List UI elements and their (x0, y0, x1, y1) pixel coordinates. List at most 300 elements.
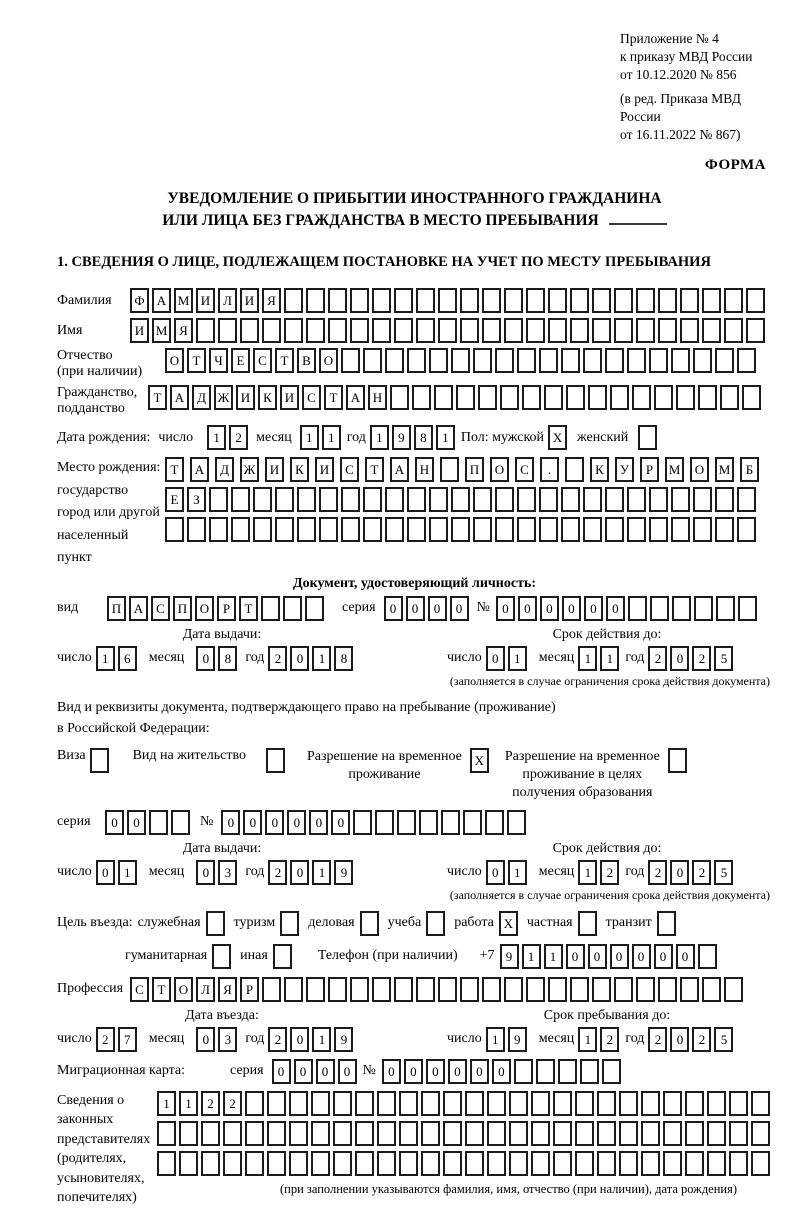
form-cell[interactable] (614, 977, 633, 1002)
form-cell[interactable] (504, 288, 523, 313)
form-cell[interactable] (306, 977, 325, 1002)
form-cell[interactable] (438, 318, 457, 343)
form-cell[interactable] (561, 517, 580, 542)
form-cell[interactable] (707, 1151, 726, 1176)
form-cell[interactable]: 1 (312, 860, 331, 885)
form-cell[interactable] (350, 977, 369, 1002)
form-cell[interactable] (434, 385, 453, 410)
form-cell[interactable] (460, 318, 479, 343)
form-cell[interactable] (253, 517, 272, 542)
form-cell[interactable]: З (187, 487, 206, 512)
form-cell[interactable] (487, 1121, 506, 1146)
form-cell[interactable]: М (152, 318, 171, 343)
form-cell[interactable]: 2 (268, 860, 287, 885)
form-cell[interactable]: Т (275, 348, 294, 373)
form-cell[interactable] (284, 977, 303, 1002)
form-cell[interactable] (375, 810, 394, 835)
form-cell[interactable]: 0 (406, 596, 425, 621)
form-cell[interactable]: 1 (312, 646, 331, 671)
form-cell[interactable] (412, 385, 431, 410)
form-cell[interactable] (693, 487, 712, 512)
form-cell[interactable] (583, 348, 602, 373)
form-cell[interactable]: 0 (492, 1059, 511, 1084)
form-cell[interactable] (583, 487, 602, 512)
form-cell[interactable]: Ф (130, 288, 149, 313)
form-cell[interactable]: М (665, 457, 684, 482)
form-cell[interactable] (509, 1151, 528, 1176)
form-cell[interactable]: И (196, 288, 215, 313)
form-cell[interactable] (245, 1151, 264, 1176)
form-cell[interactable] (267, 1151, 286, 1176)
form-cell[interactable] (201, 1121, 220, 1146)
form-cell[interactable] (605, 348, 624, 373)
form-cell[interactable]: С (130, 977, 149, 1002)
form-cell[interactable]: И (315, 457, 334, 482)
form-cell[interactable]: Б (740, 457, 759, 482)
form-cell[interactable] (738, 596, 757, 621)
form-cell[interactable] (517, 487, 536, 512)
form-cell[interactable]: 0 (287, 810, 306, 835)
form-cell[interactable] (539, 487, 558, 512)
form-cell[interactable]: 0 (632, 944, 651, 969)
form-cell[interactable] (253, 487, 272, 512)
form-cell[interactable] (729, 1151, 748, 1176)
form-cell[interactable]: 1 (370, 425, 389, 450)
form-cell[interactable]: 0 (654, 944, 673, 969)
form-cell[interactable]: 9 (500, 944, 519, 969)
form-cell[interactable]: У (615, 457, 634, 482)
form-cell[interactable]: А (346, 385, 365, 410)
form-cell[interactable] (602, 1059, 621, 1084)
form-cell[interactable]: Д (215, 457, 234, 482)
form-cell[interactable]: 1 (300, 425, 319, 450)
form-cell[interactable] (610, 385, 629, 410)
form-cell[interactable] (328, 318, 347, 343)
form-cell[interactable] (553, 1091, 572, 1116)
form-cell[interactable] (416, 318, 435, 343)
form-cell[interactable]: 1 (578, 1027, 597, 1052)
form-cell[interactable]: 0 (670, 860, 689, 885)
form-cell[interactable] (473, 348, 492, 373)
form-cell[interactable]: 0 (676, 944, 695, 969)
form-cell[interactable] (319, 487, 338, 512)
form-cell[interactable] (306, 318, 325, 343)
form-cell[interactable]: 1 (578, 646, 597, 671)
form-cell[interactable] (394, 977, 413, 1002)
form-cell[interactable]: А (152, 288, 171, 313)
form-cell[interactable] (341, 487, 360, 512)
form-cell[interactable] (746, 288, 765, 313)
form-cell[interactable]: 2 (96, 1027, 115, 1052)
form-cell[interactable]: 0 (588, 944, 607, 969)
form-cell[interactable]: 0 (265, 810, 284, 835)
form-cell[interactable] (627, 487, 646, 512)
form-cell[interactable]: 0 (470, 1059, 489, 1084)
form-cell[interactable] (240, 318, 259, 343)
form-cell[interactable] (638, 425, 657, 450)
form-cell[interactable] (363, 487, 382, 512)
form-cell[interactable]: А (129, 596, 148, 621)
form-cell[interactable] (407, 487, 426, 512)
form-cell[interactable]: А (190, 457, 209, 482)
form-cell[interactable] (641, 1151, 660, 1176)
form-cell[interactable] (619, 1091, 638, 1116)
form-cell[interactable]: С (302, 385, 321, 410)
form-cell[interactable]: 0 (243, 810, 262, 835)
form-cell[interactable] (632, 385, 651, 410)
form-cell[interactable] (657, 911, 676, 936)
form-cell[interactable] (441, 810, 460, 835)
form-cell[interactable]: 0 (540, 596, 559, 621)
form-cell[interactable]: 1 (157, 1091, 176, 1116)
form-cell[interactable] (407, 348, 426, 373)
form-cell[interactable] (507, 810, 526, 835)
form-cell[interactable]: 1 (508, 860, 527, 885)
form-cell[interactable] (440, 457, 459, 482)
form-cell[interactable] (218, 318, 237, 343)
form-cell[interactable]: К (290, 457, 309, 482)
form-cell[interactable] (592, 318, 611, 343)
form-cell[interactable]: Я (262, 288, 281, 313)
form-cell[interactable] (482, 977, 501, 1002)
form-cell[interactable] (473, 487, 492, 512)
form-cell[interactable] (355, 1121, 374, 1146)
form-cell[interactable] (157, 1151, 176, 1176)
form-cell[interactable] (575, 1121, 594, 1146)
form-cell[interactable] (702, 977, 721, 1002)
form-cell[interactable] (504, 977, 523, 1002)
form-cell[interactable] (377, 1091, 396, 1116)
form-cell[interactable]: 2 (223, 1091, 242, 1116)
form-cell[interactable] (509, 1091, 528, 1116)
form-cell[interactable]: 0 (338, 1059, 357, 1084)
form-cell[interactable] (341, 517, 360, 542)
form-cell[interactable] (394, 318, 413, 343)
form-cell[interactable] (619, 1121, 638, 1146)
form-cell[interactable] (658, 288, 677, 313)
form-cell[interactable]: Е (165, 487, 184, 512)
form-cell[interactable]: 9 (508, 1027, 527, 1052)
form-cell[interactable]: Д (192, 385, 211, 410)
form-cell[interactable] (416, 288, 435, 313)
form-cell[interactable]: 2 (268, 646, 287, 671)
form-cell[interactable] (495, 487, 514, 512)
form-cell[interactable] (465, 1121, 484, 1146)
form-cell[interactable]: И (236, 385, 255, 410)
form-cell[interactable] (746, 318, 765, 343)
form-cell[interactable] (514, 1059, 533, 1084)
form-cell[interactable] (720, 385, 739, 410)
form-cell[interactable]: 0 (382, 1059, 401, 1084)
form-cell[interactable] (676, 385, 695, 410)
form-cell[interactable]: А (170, 385, 189, 410)
form-cell[interactable]: 0 (486, 860, 505, 885)
form-cell[interactable] (350, 288, 369, 313)
form-cell[interactable]: 0 (105, 810, 124, 835)
form-cell[interactable] (363, 517, 382, 542)
form-cell[interactable] (319, 517, 338, 542)
form-cell[interactable]: 1 (96, 646, 115, 671)
form-cell[interactable] (372, 318, 391, 343)
form-cell[interactable]: Н (415, 457, 434, 482)
form-cell[interactable] (605, 487, 624, 512)
form-cell[interactable]: X (548, 425, 567, 450)
form-cell[interactable]: 0 (584, 596, 603, 621)
form-cell[interactable] (668, 748, 687, 773)
form-cell[interactable]: 5 (714, 646, 733, 671)
form-cell[interactable]: И (130, 318, 149, 343)
form-cell[interactable] (628, 596, 647, 621)
form-cell[interactable] (245, 1121, 264, 1146)
form-cell[interactable] (592, 288, 611, 313)
form-cell[interactable] (353, 810, 372, 835)
form-cell[interactable] (737, 487, 756, 512)
form-cell[interactable]: Л (218, 288, 237, 313)
form-cell[interactable] (707, 1091, 726, 1116)
form-cell[interactable]: Н (368, 385, 387, 410)
form-cell[interactable]: 0 (496, 596, 515, 621)
form-cell[interactable] (495, 517, 514, 542)
form-cell[interactable] (649, 487, 668, 512)
form-cell[interactable]: К (590, 457, 609, 482)
form-cell[interactable] (531, 1121, 550, 1146)
form-cell[interactable] (663, 1151, 682, 1176)
form-cell[interactable] (597, 1151, 616, 1176)
form-cell[interactable]: 2 (648, 646, 667, 671)
form-cell[interactable]: О (319, 348, 338, 373)
form-cell[interactable]: 0 (196, 860, 215, 885)
form-cell[interactable]: 1 (508, 646, 527, 671)
form-cell[interactable]: 0 (290, 1027, 309, 1052)
form-cell[interactable]: 0 (450, 596, 469, 621)
form-cell[interactable]: 8 (334, 646, 353, 671)
form-cell[interactable] (702, 288, 721, 313)
form-cell[interactable]: С (340, 457, 359, 482)
form-cell[interactable]: О (195, 596, 214, 621)
form-cell[interactable] (685, 1091, 704, 1116)
form-cell[interactable] (548, 288, 567, 313)
form-cell[interactable]: . (540, 457, 559, 482)
form-cell[interactable]: С (151, 596, 170, 621)
form-cell[interactable]: 0 (127, 810, 146, 835)
form-cell[interactable]: 0 (331, 810, 350, 835)
form-cell[interactable]: 0 (272, 1059, 291, 1084)
form-cell[interactable]: П (173, 596, 192, 621)
form-cell[interactable]: О (174, 977, 193, 1002)
form-cell[interactable] (539, 348, 558, 373)
form-cell[interactable]: Т (239, 596, 258, 621)
form-cell[interactable] (671, 517, 690, 542)
form-cell[interactable] (267, 1121, 286, 1146)
form-cell[interactable] (715, 487, 734, 512)
form-cell[interactable] (693, 517, 712, 542)
form-cell[interactable] (443, 1121, 462, 1146)
form-cell[interactable] (716, 596, 735, 621)
form-cell[interactable] (157, 1121, 176, 1146)
form-cell[interactable] (627, 517, 646, 542)
form-cell[interactable] (663, 1121, 682, 1146)
form-cell[interactable] (360, 911, 379, 936)
form-cell[interactable] (517, 517, 536, 542)
form-cell[interactable]: О (165, 348, 184, 373)
form-cell[interactable]: 2 (201, 1091, 220, 1116)
form-cell[interactable] (565, 457, 584, 482)
form-cell[interactable] (443, 1151, 462, 1176)
form-cell[interactable] (297, 487, 316, 512)
form-cell[interactable] (536, 1059, 555, 1084)
form-cell[interactable] (273, 944, 292, 969)
form-cell[interactable]: Ч (209, 348, 228, 373)
form-cell[interactable]: Р (640, 457, 659, 482)
form-cell[interactable] (451, 517, 470, 542)
form-cell[interactable] (619, 1151, 638, 1176)
form-cell[interactable] (548, 318, 567, 343)
form-cell[interactable] (266, 748, 285, 773)
form-cell[interactable] (588, 385, 607, 410)
form-cell[interactable] (526, 318, 545, 343)
form-cell[interactable]: 0 (196, 646, 215, 671)
form-cell[interactable] (575, 1091, 594, 1116)
form-cell[interactable] (575, 1151, 594, 1176)
form-cell[interactable]: И (265, 457, 284, 482)
form-cell[interactable]: С (253, 348, 272, 373)
form-cell[interactable] (578, 911, 597, 936)
form-cell[interactable]: Т (152, 977, 171, 1002)
form-cell[interactable]: 0 (426, 1059, 445, 1084)
form-cell[interactable] (280, 911, 299, 936)
form-cell[interactable]: 0 (290, 646, 309, 671)
form-cell[interactable]: Т (148, 385, 167, 410)
form-cell[interactable] (570, 318, 589, 343)
form-cell[interactable] (751, 1121, 770, 1146)
form-cell[interactable] (421, 1121, 440, 1146)
form-cell[interactable]: А (390, 457, 409, 482)
form-cell[interactable] (517, 348, 536, 373)
form-cell[interactable]: С (515, 457, 534, 482)
form-cell[interactable] (209, 517, 228, 542)
form-cell[interactable] (698, 385, 717, 410)
form-cell[interactable] (372, 977, 391, 1002)
form-cell[interactable]: К (258, 385, 277, 410)
form-cell[interactable] (262, 977, 281, 1002)
form-cell[interactable] (693, 348, 712, 373)
form-cell[interactable] (553, 1121, 572, 1146)
form-cell[interactable] (658, 977, 677, 1002)
form-cell[interactable] (636, 977, 655, 1002)
form-cell[interactable] (385, 348, 404, 373)
form-cell[interactable]: 0 (486, 646, 505, 671)
form-cell[interactable] (297, 517, 316, 542)
form-cell[interactable]: Л (196, 977, 215, 1002)
form-cell[interactable] (385, 517, 404, 542)
form-cell[interactable] (724, 977, 743, 1002)
form-cell[interactable] (553, 1151, 572, 1176)
form-cell[interactable]: 1 (544, 944, 563, 969)
form-cell[interactable] (421, 1151, 440, 1176)
form-cell[interactable] (627, 348, 646, 373)
form-cell[interactable] (663, 1091, 682, 1116)
form-cell[interactable] (544, 385, 563, 410)
form-cell[interactable]: О (490, 457, 509, 482)
form-cell[interactable] (333, 1091, 352, 1116)
form-cell[interactable] (614, 318, 633, 343)
form-cell[interactable]: 1 (312, 1027, 331, 1052)
form-cell[interactable]: П (465, 457, 484, 482)
form-cell[interactable] (187, 517, 206, 542)
form-cell[interactable]: 9 (392, 425, 411, 450)
form-cell[interactable]: 3 (218, 1027, 237, 1052)
form-cell[interactable] (485, 810, 504, 835)
form-cell[interactable] (724, 318, 743, 343)
form-cell[interactable] (267, 1091, 286, 1116)
form-cell[interactable]: 1 (322, 425, 341, 450)
form-cell[interactable]: 2 (229, 425, 248, 450)
form-cell[interactable] (90, 748, 109, 773)
form-cell[interactable] (636, 288, 655, 313)
form-cell[interactable] (245, 1091, 264, 1116)
form-cell[interactable] (223, 1151, 242, 1176)
form-cell[interactable] (429, 348, 448, 373)
form-cell[interactable] (171, 810, 190, 835)
form-cell[interactable] (306, 288, 325, 313)
form-cell[interactable]: 1 (486, 1027, 505, 1052)
form-cell[interactable] (649, 517, 668, 542)
form-cell[interactable] (702, 318, 721, 343)
form-cell[interactable]: 1 (179, 1091, 198, 1116)
form-cell[interactable] (715, 348, 734, 373)
form-cell[interactable]: 5 (714, 860, 733, 885)
form-cell[interactable]: 2 (648, 860, 667, 885)
form-cell[interactable] (284, 318, 303, 343)
form-cell[interactable]: 0 (428, 596, 447, 621)
form-cell[interactable]: М (715, 457, 734, 482)
form-cell[interactable] (539, 517, 558, 542)
form-cell[interactable] (284, 288, 303, 313)
form-cell[interactable] (201, 1151, 220, 1176)
form-cell[interactable] (570, 288, 589, 313)
form-cell[interactable] (583, 517, 602, 542)
form-cell[interactable] (399, 1091, 418, 1116)
form-cell[interactable]: 0 (316, 1059, 335, 1084)
form-cell[interactable] (482, 288, 501, 313)
form-cell[interactable] (289, 1151, 308, 1176)
form-cell[interactable]: 8 (414, 425, 433, 450)
form-cell[interactable] (566, 385, 585, 410)
form-cell[interactable]: X (499, 911, 518, 936)
form-cell[interactable] (737, 348, 756, 373)
form-cell[interactable] (419, 810, 438, 835)
form-cell[interactable] (451, 348, 470, 373)
form-cell[interactable] (333, 1121, 352, 1146)
form-cell[interactable] (275, 517, 294, 542)
form-cell[interactable] (275, 487, 294, 512)
form-cell[interactable] (641, 1121, 660, 1146)
form-cell[interactable]: Я (218, 977, 237, 1002)
form-cell[interactable] (231, 487, 250, 512)
form-cell[interactable] (372, 288, 391, 313)
form-cell[interactable]: Т (324, 385, 343, 410)
form-cell[interactable] (465, 1151, 484, 1176)
form-cell[interactable] (429, 517, 448, 542)
form-cell[interactable] (680, 318, 699, 343)
form-cell[interactable] (305, 596, 324, 621)
form-cell[interactable] (390, 385, 409, 410)
form-cell[interactable] (742, 385, 761, 410)
form-cell[interactable] (729, 1091, 748, 1116)
form-cell[interactable] (460, 977, 479, 1002)
form-cell[interactable]: 0 (518, 596, 537, 621)
form-cell[interactable] (526, 288, 545, 313)
